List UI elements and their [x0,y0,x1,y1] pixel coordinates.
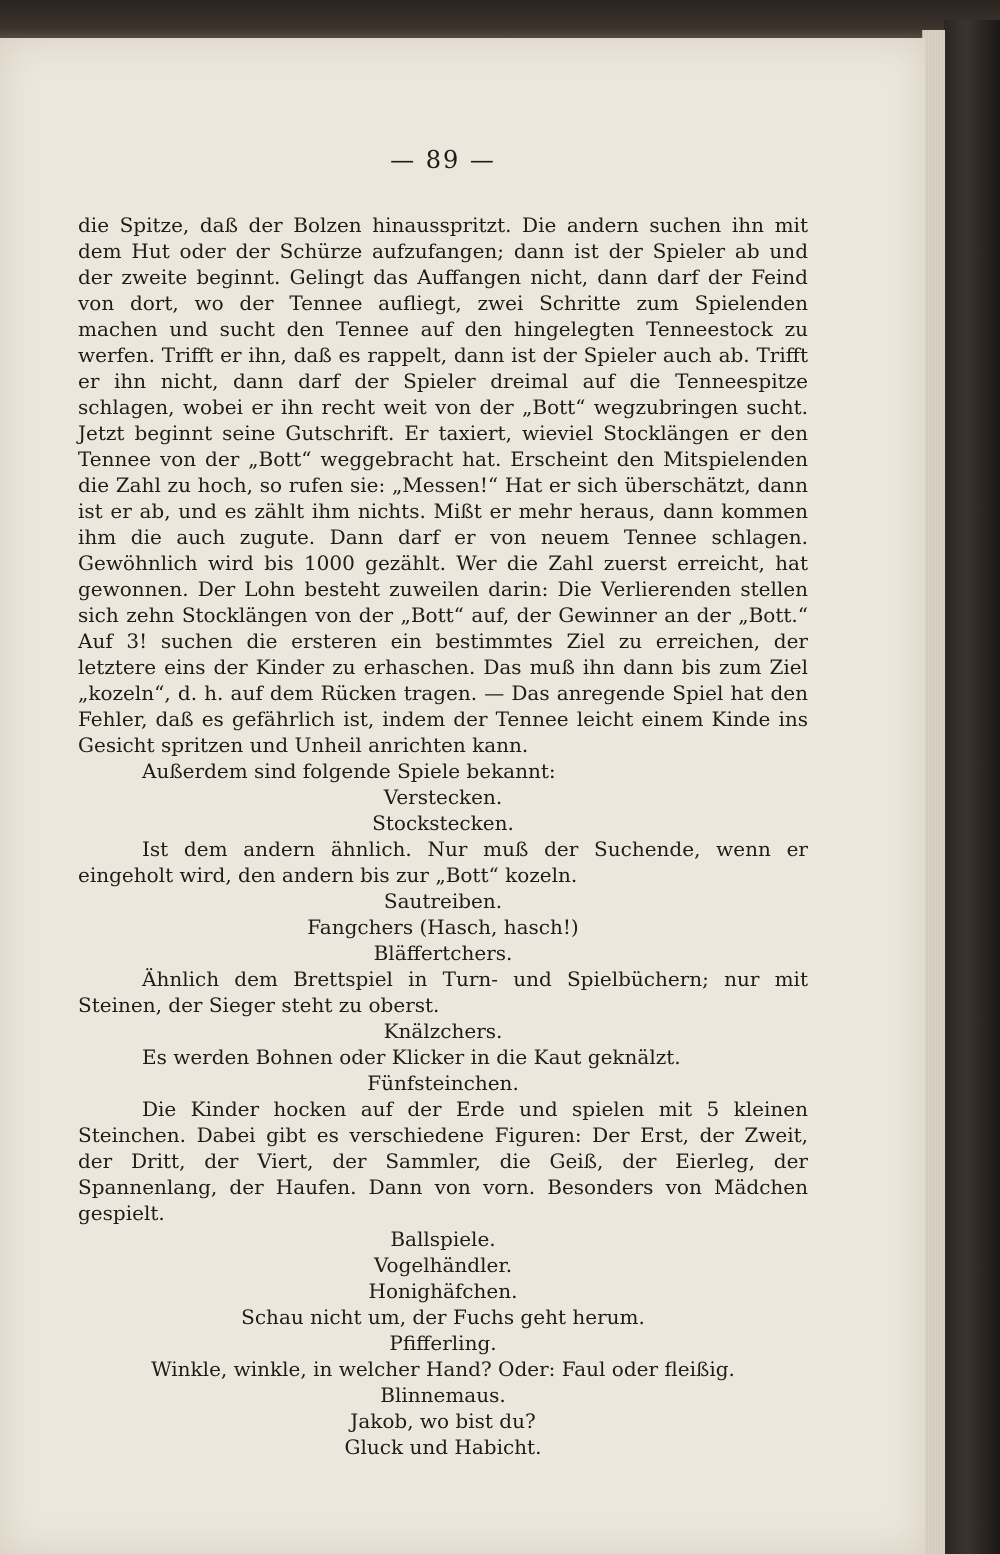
game-title-sautreiben: Sautreiben. [383,889,503,913]
paragraph-knaelzchers: Es werden Bohnen oder Klicker in die Kaut geknälzt. [142,1045,681,1069]
game-title-vogelhaendler: Vogelhändler. [373,1253,513,1277]
paragraph-fuenfsteinchen: Die Kinder hocken auf der Erde und spielen mit 5 kleinen Steinchen. Dabei gibt es verschiedene Figuren: Der Erst, der Zweit, der Dritt, der Viert, der Sammler, die Geiß, der Eierleg, der Spannenlang, der Haufen. Dann von vorn. Besonders von Mädchen gespielt. [78,1097,808,1225]
game-title-schau-nicht-um: Schau nicht um, der Fuchs geht herum. [241,1305,645,1329]
paragraph-other-games-intro: Außerdem sind folgende Spiele bekannt: [142,759,556,783]
page-content [78,146,808,1460]
game-title-ballspiele: Ballspiele. [390,1227,496,1251]
paragraph-stockstecken: Ist dem andern ähnlich. Nur muß der Suchende, wenn er eingeholt wird, den andern bis zur „Bott“ kozeln. [78,837,808,887]
game-title-jakob: Jakob, wo bist du? [350,1409,536,1433]
book-page [0,38,925,1554]
page-number: — 89 — [390,146,496,174]
game-title-gluck: Gluck und Habicht. [344,1435,542,1459]
page-stack-edge [922,30,945,1554]
paragraph-tennee-rules: die Spitze, daß der Bolzen hinausspritzt. Die andern suchen ihn mit dem Hut oder der Schürze aufzufangen; dann ist der Spieler ab und der zweite beginnt. Gelingt das Auffangen nicht, dann darf der Feind von dort, wo der Tennee aufliegt, zwei Schritte zum Spielenden machen und sucht den Tennee auf den hingelegten Tenneestock zu werfen. Trifft er ihn, daß es rappelt, dann ist der Spieler auch ab. Trifft er ihn nicht, dann darf der Spieler dreimal auf die Tenneespitze schlagen, wobei er ihn recht weit von der „Bott“ wegzubringen sucht. Jetzt beginnt seine Gutschrift. Er taxiert, wieviel Stocklängen er den Tennee von der „Bott“ weggebracht hat. Erscheint den Mitspielenden die Zahl zu hoch, so rufen sie: „Messen!“ Hat er sich überschätzt, dann ist er ab, und es zählt ihm nichts. Mißt er mehr heraus, dann kommen ihm die auch zugute. Dann darf er von neuem Tennee schlagen. Gewöhnlich wird bis 1000 gezählt. Wer die Zahl zuerst erreicht, hat gewonnen. Der Lohn besteht zuweilen darin: Die Verlierenden stellen sich zehn Stocklängen von der „Bott“ auf, der Gewinner an der „Bott.“ Auf 3! suchen die ersteren ein bestimmtes Ziel zu erreichen, der letztere eins der Kinder zu erhaschen. Das muß ihn dann bis zum Ziel „kozeln“, d. h. auf dem Rücken tragen. — Das anregende Spiel hat den Fehler, daß es gefährlich ist, indem der Tennee leicht einem Kinde ins Gesicht spritzen und Unheil anrichten kann. [78,213,808,757]
game-title-fangchers: Fangchers (Hasch, hasch!) [307,915,579,939]
game-title-honighaefchen: Honighäfchen. [368,1279,518,1303]
game-title-verstecken: Verstecken. [383,785,503,809]
game-title-fuenfsteinchen: Fünfsteinchen. [367,1071,519,1095]
game-title-stockstecken: Stockstecken. [372,811,514,835]
book-top-edge [0,0,1000,40]
game-title-winkle: Winkle, winkle, in welcher Hand? Oder: Faul oder fleißig. [151,1357,735,1381]
game-title-knaelzchers: Knälzchers. [383,1019,503,1043]
paragraph-blaeffertchers: Ähnlich dem Brettspiel in Turn- und Spielbüchern; nur mit Steinen, der Sieger steht zu oberst. [78,967,808,1017]
game-title-pfifferling: Pfifferling. [389,1331,497,1355]
game-title-blinnemaus: Blinnemaus. [380,1383,506,1407]
game-title-blaeffertchers: Bläffertchers. [373,941,513,965]
book-cover-edge [944,20,1000,1554]
